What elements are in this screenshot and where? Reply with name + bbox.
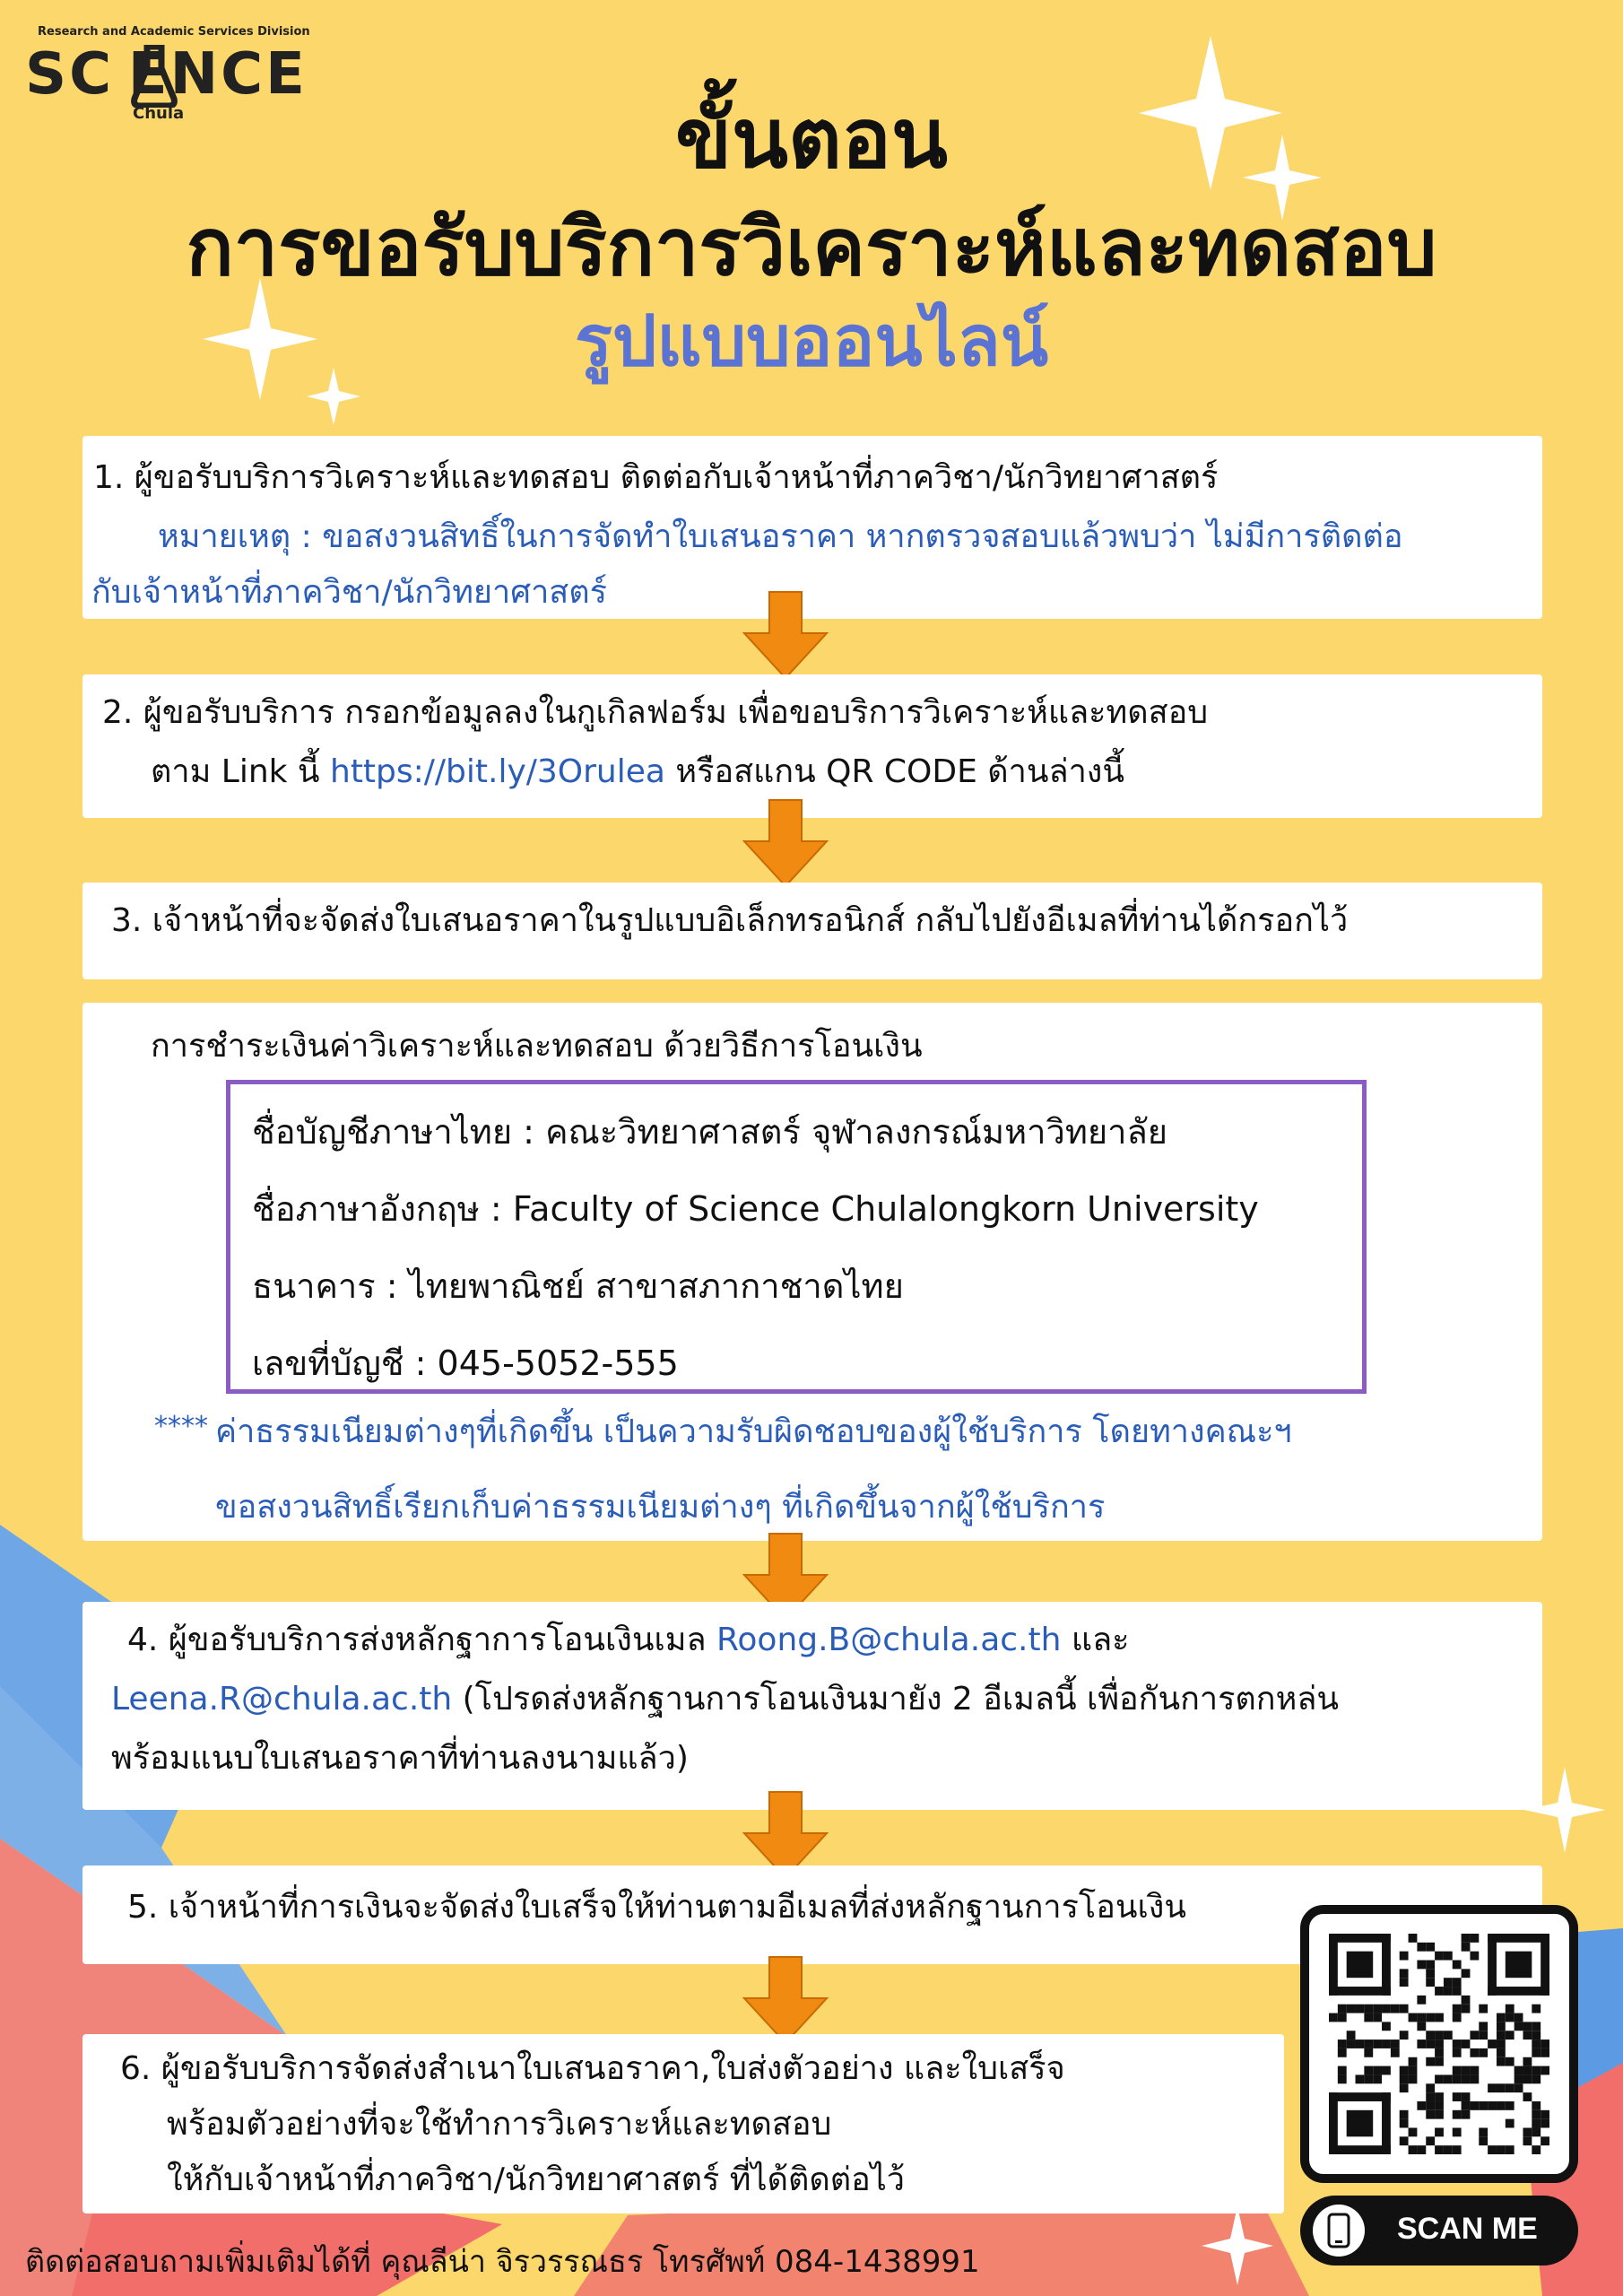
step-1-text: 1. ผู้ขอรับบริการวิเคราะห์และทดสอบ ติดต่อกับเจ้าหน้าที่ภาควิชา/นักวิทยาศาสตร์ (93, 459, 1219, 496)
step-2-line2 (82, 743, 1542, 802)
step-6-line2: พร้อมตัวอย่างที่จะใช้ทำการวิเคราะห์และทดสอบ (167, 2106, 832, 2143)
phone-icon-circle (1313, 2205, 1365, 2257)
logo-main-text: SC ENCE (25, 41, 308, 108)
step-4-line2-text: (โปรดส่งหลักฐานการโอนเงินมายัง 2 อีเมลนี้ เพื่อกันการตกหล่น (452, 1681, 1340, 1718)
arrow-down-icon (741, 1955, 830, 2045)
scan-me-label: SCAN ME (1397, 2212, 1538, 2246)
contact-footer: ติดต่อสอบถามเพิ่มเติมได้ที่ คุณลีน่า จิรวรรณธร โทรศัพท์ 084-1438991 (25, 2244, 980, 2280)
step-2-box (82, 674, 1542, 818)
page-subtitle: รูปแบบออนไลน์ (574, 301, 1049, 382)
step-1-note-line1: หมายเหตุ : ขอสงวนสิทธิ์ในการจัดทำใบเสนอราคา หากตรวจสอบแล้วพบว่า ไม่มีการติดต่อ (158, 518, 1403, 555)
logo-division-text: Research and Academic Services Division (38, 25, 310, 39)
arrow-down-icon (741, 798, 830, 888)
account-number: เลขที่บัญชี : 045-5052-555 (252, 1344, 679, 1383)
step-4-text: 4. ผู้ขอรับบริการส่งหลักฐาการโอนเงินเมล (127, 1622, 716, 1658)
logo-sub-text: Chula (133, 104, 185, 123)
step-2-link-prefix: ตาม Link นี้ (151, 753, 330, 790)
step-3-text: 3. เจ้าหน้าที่จะจัดส่งใบเสนอราคาในรูปแบบอิเล็กทรอนิกส์ กลับไปยังอีเมลที่ท่านได้กรอกไว้ (111, 902, 1349, 939)
step-4-box (82, 1602, 1542, 1810)
bank-account-box (226, 1080, 1367, 1394)
account-name-th: ชื่อบัญชีภาษาไทย : คณะวิทยาศาสตร์ จุฬาลงกรณ์มหาวิทยาลัย (252, 1112, 1168, 1152)
email-roong-link[interactable]: Roong.B@chula.ac.th (716, 1622, 1062, 1658)
page-title: ขั้นตอน (675, 91, 948, 187)
phone-icon (1327, 2213, 1350, 2248)
step-5-text: 5. เจ้าหน้าที่การเงินจะจัดส่งใบเสร็จให้ท่านตามอีเมลที่ส่งหลักฐานการโอนเงิน (127, 1889, 1186, 1926)
step-4-line1 (82, 1611, 1542, 1670)
step-4-and: และ (1061, 1622, 1130, 1658)
email-leena-link[interactable]: Leena.R@chula.ac.th (111, 1681, 453, 1718)
step-1-note-line2: กับเจ้าหน้าที่ภาควิชา/นักวิทยาศาสตร์ (91, 574, 607, 611)
fee-note-mark: **** (154, 1411, 208, 1442)
step-6-line3: ให้กับเจ้าหน้าที่ภาควิชา/นักวิทยาศาสตร์ ที่ได้ติดต่อไว้ (167, 2161, 906, 2198)
qr-code-image (1329, 1934, 1549, 2154)
step-2-text: 2. ผู้ขอรับบริการ กรอกข้อมูลลงในกูเกิลฟอร์ม เพื่อขอบริการวิเคราะห์และทดสอบ (102, 694, 1209, 731)
fee-note-line2: ขอสงวนสิทธิ์เรียกเก็บค่าธรรมเนียมต่างๆ ที่เกิดขึ้นจากผู้ใช้บริการ (215, 1489, 1106, 1526)
google-form-link[interactable]: https://bit.ly/3Orulea (330, 753, 665, 790)
step-2-line2-suffix: หรือสแกน QR CODE ด้านล่างนี้ (664, 753, 1124, 790)
bank-name: ธนาคาร : ไทยพาณิชย์ สาขาสภากาชาดไทย (252, 1266, 904, 1306)
page-title-line2: การขอรับบริการวิเคราะห์และทดสอบ (186, 201, 1437, 293)
payment-heading: การชำระเงินค่าวิเคราะห์และทดสอบ ด้วยวิธีการโอนเงิน (151, 1028, 923, 1065)
qr-code[interactable] (1300, 1905, 1578, 2183)
payment-box (82, 1003, 1542, 1541)
arrow-down-icon (741, 590, 830, 680)
step-6-text: 6. ผู้ขอรับบริการจัดส่งสำเนาใบเสนอราคา,ใบส่งตัวอย่าง และใบเสร็จ (120, 2050, 1065, 2087)
scan-me-badge (1300, 2196, 1578, 2266)
step-4-line3: พร้อมแนบใบเสนอราคาที่ท่านลงนามแล้ว) (111, 1740, 689, 1777)
account-name-en: ชื่อภาษาอังกฤษ : Faculty of Science Chulalongkorn University (252, 1189, 1259, 1229)
fee-note-line1: ค่าธรรมเนียมต่างๆที่เกิดขึ้น เป็นความรับผิดชอบของผู้ใช้บริการ โดยทางคณะฯ (215, 1413, 1292, 1450)
step-3-box (82, 883, 1542, 979)
step-6-box (82, 2034, 1284, 2213)
step-4-line2 (82, 1670, 1542, 1729)
